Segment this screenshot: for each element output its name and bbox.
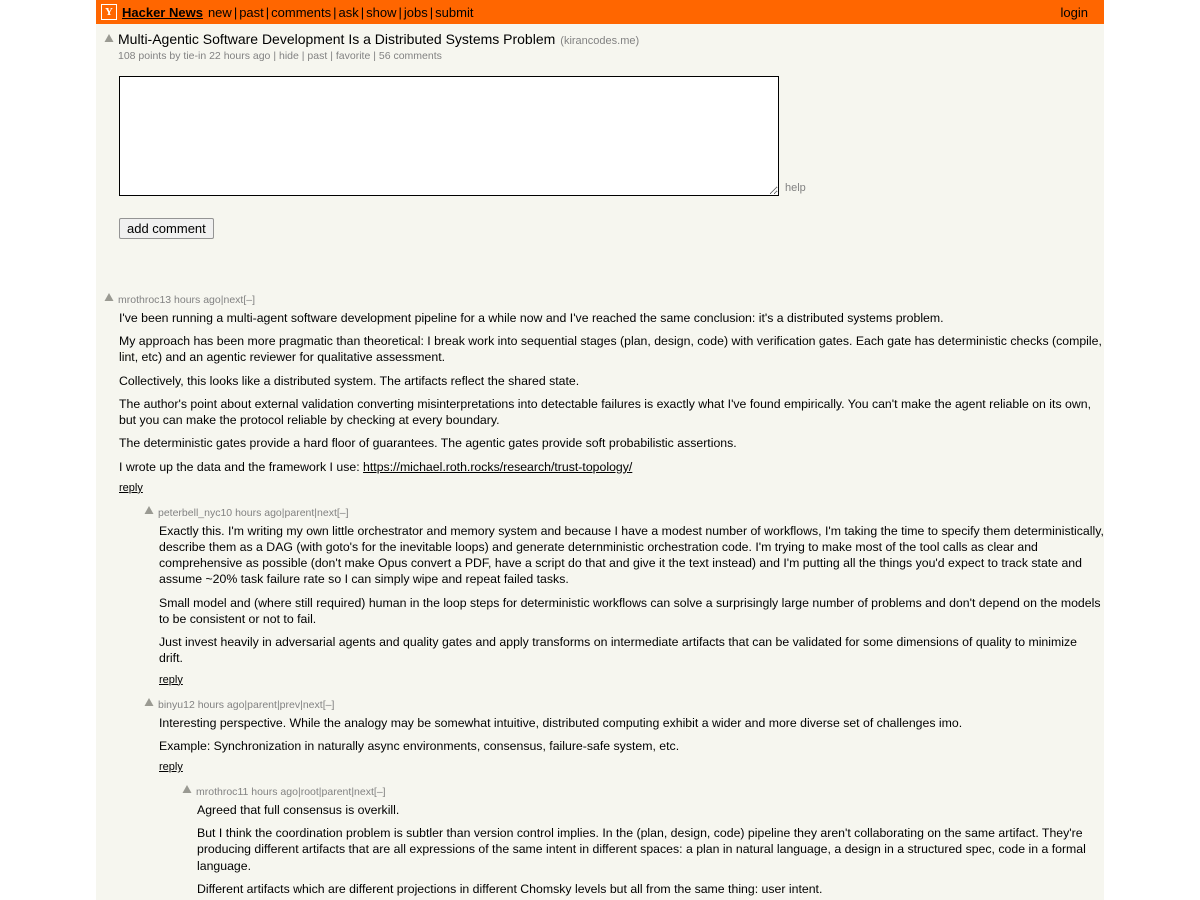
- story-favorite-link[interactable]: favorite: [335, 50, 371, 62]
- comment-collapse-toggle[interactable]: [–]: [336, 506, 349, 519]
- comment-paragraph: Example: Synchronization in naturally async environments, consensus, failure-safe system, etc.: [159, 738, 680, 753]
- comment-text: [159, 715, 1104, 754]
- comment-paragraph: I wrote up the data and the framework I use: https://michael.roth.rocks/research/trust-topology/: [119, 459, 633, 474]
- comment-paragraph: The author's point about external validation converting misinterpretations into detectable failures is exactly what I've found empirically. You can't make the agent reliable on its own, but you can make the protocol reliable by checking at every boundary.: [119, 396, 1091, 428]
- comment-tree: [96, 239, 1104, 897]
- add-comment-button[interactable]: add comment: [119, 218, 214, 239]
- comment-external-link[interactable]: https://michael.roth.rocks/research/trust-topology/: [363, 459, 633, 474]
- nav-separator: |: [360, 4, 365, 20]
- comment-text: [159, 523, 1104, 667]
- comment-next-link[interactable]: next: [302, 698, 323, 711]
- subtext-separator: |: [301, 50, 305, 62]
- upvote-triangle-icon[interactable]: [104, 33, 114, 43]
- comhead-separator: |: [297, 785, 301, 798]
- comhead-separator: |: [276, 698, 280, 711]
- comhead-separator: |: [351, 785, 355, 798]
- story-hide-link[interactable]: hide: [278, 50, 299, 62]
- nav-separator: |: [233, 4, 238, 20]
- story-site-domain[interactable]: (kirancodes.me): [560, 35, 640, 47]
- story-title-row: [96, 31, 1104, 47]
- comment-paragraph: Small model and (where still required) human in the loop steps for deterministic workflows can solve a surprisingly large number of problems and don't depend on the models to be consistent or not to fail.: [159, 595, 1101, 626]
- story-title-link[interactable]: Multi-Agentic Software Development Is a Distributed Systems Problem: [118, 31, 556, 47]
- comment-textarea-row: [119, 76, 1104, 196]
- comhead-separator: |: [281, 506, 285, 519]
- nav-link-jobs[interactable]: jobs: [403, 4, 428, 20]
- subtext-separator: |: [273, 50, 277, 62]
- story-block: [96, 24, 1104, 62]
- comment-author-link[interactable]: peterbell_nyc: [158, 506, 221, 519]
- comment-age-link[interactable]: 12 hours ago: [183, 698, 245, 711]
- help-link[interactable]: help: [785, 182, 806, 194]
- nav-link-submit[interactable]: submit: [435, 4, 474, 20]
- comhead-separator: |: [314, 506, 318, 519]
- nav-link-past[interactable]: past: [239, 4, 264, 20]
- nav-separator: |: [429, 4, 434, 20]
- hn-logo-icon[interactable]: Y: [101, 4, 117, 20]
- comment-header: [179, 779, 1104, 798]
- nav-separator: |: [398, 4, 402, 20]
- comhead-separator: |: [318, 785, 322, 798]
- comment-parent-link[interactable]: parent: [284, 506, 315, 519]
- nav-link-new[interactable]: new: [207, 4, 232, 20]
- reply-link[interactable]: reply: [159, 673, 183, 686]
- comment: [101, 287, 1104, 500]
- subtext-separator: |: [373, 50, 376, 62]
- comment-next-link[interactable]: next: [354, 785, 374, 798]
- comment-paragraph: Exactly this. I'm writing my own little orchestrator and memory system and because I have a modest number of workflows, I'm taking the time to specify them deterministically, describe them as a DAG (with goto's for the inevitable loops) and generate deternministic orchestration code. I'm trying to make most of the tool calls as clear and comprehensive as possible (don't make Opus convert a PDF, have a script do that and give it the text instead) and I'm putting all the things you'd expect to track state and assume ~20% task failure rate so I can simply wipe and repeat failed tasks.: [159, 523, 1104, 587]
- nav-separator: |: [265, 4, 270, 20]
- comment-header: [141, 692, 1104, 711]
- comment-author-link[interactable]: mrothroc: [196, 785, 238, 798]
- comhead-separator: |: [300, 698, 303, 711]
- main-nav: [208, 5, 1061, 20]
- add-comment-form: [96, 62, 1104, 239]
- comment-prev-link[interactable]: prev: [279, 698, 301, 711]
- comment-author-link[interactable]: binyu: [158, 698, 184, 711]
- comment-text: [119, 310, 1104, 475]
- comment-collapse-toggle[interactable]: [–]: [373, 785, 386, 798]
- comment-header: [101, 287, 1104, 306]
- nav-separator: |: [333, 4, 337, 20]
- comment-next-link[interactable]: next: [223, 294, 244, 306]
- comment-parent-link[interactable]: parent: [321, 785, 352, 798]
- story-points: 108 points: [118, 50, 167, 62]
- comment-collapse-toggle[interactable]: [–]: [243, 294, 256, 306]
- comment: [141, 500, 1104, 692]
- reply-link[interactable]: reply: [119, 481, 143, 494]
- upvote-triangle-icon[interactable]: [104, 292, 114, 302]
- upvote-triangle-icon[interactable]: [144, 505, 154, 515]
- comment-paragraph: Interesting perspective. While the analogy may be somewhat intuitive, distributed computing exhibit a wider and more diverse set of challenges imo.: [159, 715, 963, 730]
- nav-link-show[interactable]: show: [366, 4, 397, 20]
- comment-paragraph: Different artifacts which are different projections in different Chomsky levels but all from the same thing: user intent.: [197, 881, 823, 896]
- comment-age-link[interactable]: 11 hours ago: [237, 785, 298, 798]
- comment: [141, 692, 1104, 779]
- upvote-triangle-icon[interactable]: [182, 784, 192, 794]
- story-past-link[interactable]: past: [307, 50, 328, 62]
- comhead-separator: |: [244, 698, 248, 711]
- nav-link-ask[interactable]: ask: [338, 4, 359, 20]
- story-author-link[interactable]: tie-in: [183, 50, 207, 62]
- upvote-triangle-icon[interactable]: [144, 697, 154, 707]
- comment-collapse-toggle[interactable]: [–]: [322, 698, 335, 711]
- login-link[interactable]: login: [1060, 4, 1088, 20]
- comment-next-link[interactable]: next: [317, 506, 337, 519]
- story-age-link[interactable]: 22 hours ago: [209, 50, 271, 62]
- comment-author-link[interactable]: mrothroc: [118, 294, 160, 306]
- comment-root-link[interactable]: root: [300, 785, 319, 798]
- story-subtext: [96, 50, 1104, 62]
- site-title-link[interactable]: Hacker News: [122, 4, 203, 20]
- comment-paragraph: The deterministic gates provide a hard floor of guarantees. The agentic gates provide soft probabilistic assertions.: [119, 436, 737, 451]
- comhead-separator: |: [220, 294, 224, 306]
- comment: [179, 779, 1104, 897]
- story-comments-link[interactable]: 56 comments: [378, 50, 442, 62]
- comment-parent-link[interactable]: parent: [247, 698, 277, 711]
- comment-paragraph: Agreed that full consensus is overkill.: [197, 802, 400, 817]
- story-by-label: by: [169, 50, 181, 62]
- comment-paragraph: My approach has been more pragmatic than theoretical: I break work into sequential stages (plan, design, code) with verification gates. Each gate has deterministic checks (compile, lint, etc) and an agentic reviewer for qualitative assessment.: [119, 334, 1102, 365]
- comment-paragraph: Collectively, this looks like a distributed system. The artifacts reflect the shared state.: [119, 373, 580, 388]
- comment-age-link[interactable]: 10 hours ago: [220, 506, 282, 519]
- comment-text: [197, 802, 1104, 897]
- site-header: [96, 0, 1104, 24]
- comment-header: [141, 500, 1104, 519]
- hn-page: [96, 0, 1104, 900]
- comment-paragraph: But I think the coordination problem is subtler than version control implies. In the (plan, design, code) pipeline they aren't collaborating on the same artifact. They're producing different artifacts that are all expressions of the same intent in different spaces: a plan in natural language, a design in a structured spec, code in a formal language.: [197, 826, 1086, 873]
- comment-paragraph: I've been running a multi-agent software development pipeline for a while now and I've reached the same conclusion: it's a distributed systems problem.: [119, 311, 944, 325]
- comment-textarea[interactable]: [119, 76, 779, 196]
- comment-age-link[interactable]: 13 hours ago: [159, 294, 221, 306]
- comment-paragraph: Just invest heavily in adversarial agents and quality gates and apply transforms on intermediate artifacts that can be validated for some dimensions of quality to minimize drift.: [159, 635, 1077, 666]
- reply-link[interactable]: reply: [159, 760, 183, 773]
- comment-reply-row: [159, 674, 1104, 692]
- comment-reply-row: [119, 482, 1104, 500]
- subtext-separator: |: [330, 50, 333, 62]
- nav-link-comments[interactable]: comments: [271, 4, 332, 20]
- comment-reply-row: [159, 761, 1104, 779]
